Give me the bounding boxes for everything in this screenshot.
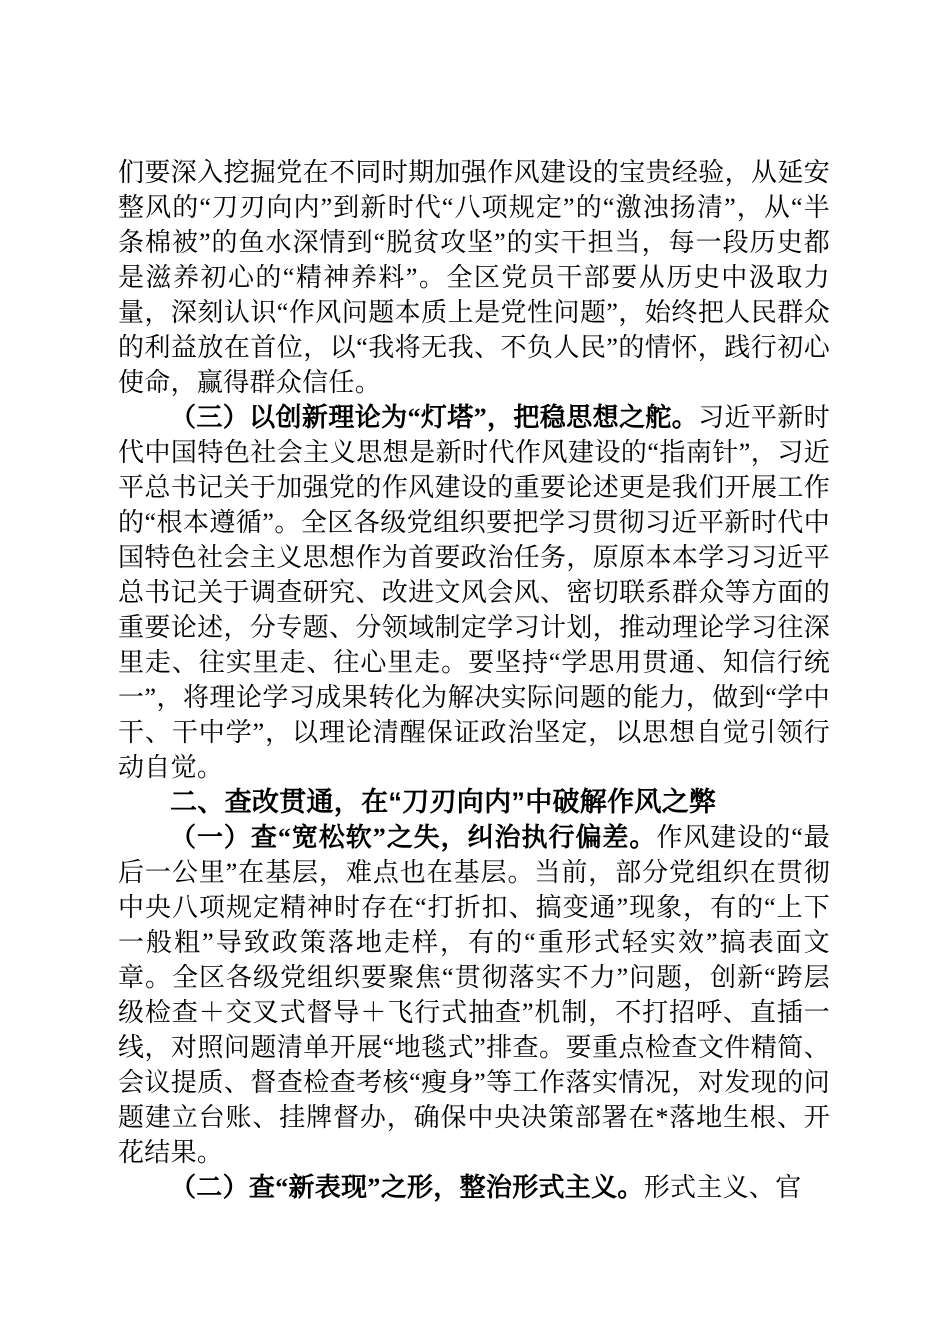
paragraph-item-two-lead: （二）查“新表现”之形，整治形式主义。 [170, 1173, 644, 1202]
paragraph-item-one-text: 作风建设的“最后一公里”在基层，难点也在基层。当前，部分党组织在贯彻中央八项规定精神时存在“打折扣、搞变通”现象，有的“上下一般粗”导致政策落地走样，有的“重形式轻实效”搞表面文章。全区各级党组织要聚焦“贯彻落实不力”问题，创新“跨层级检查＋交叉式督导＋飞行式抽查”机制，不打招呼、直插一线，对照问题清单开展“地毯式”排查。要重点检查文件精简、会议提质、督查检查考核“瘦身”等工作落实情况，对发现的问题建立台账、挂牌督办，确保中央决策部署在*落地生根、开花结果。 [118, 823, 830, 1167]
paragraph-item-two [118, 1170, 830, 1205]
paragraph-continuation [118, 155, 830, 400]
paragraph-continuation-text: 们要深入挖掘党在不同时期加强作风建设的宝贵经验，从延安整风的“刀刃向内”到新时代“八项规定”的“激浊扬清”，从“半条棉被”的鱼水深情到“脱贫攻坚”的实干担当，每一段历史都是滋养初心的“精神养料”。全区党员干部要从历史中汲取力量，深刻认识“作风问题本质上是党性问题”，始终把人民群众的利益放在首位，以“我将无我、不负人民”的情怀，践行初心使命，赢得群众信任。 [118, 158, 830, 397]
paragraph-item-three-lead: （三）以创新理论为“灯塔”，把稳思想之舵。 [170, 403, 699, 432]
paragraph-item-one-lead: （一）查“宽松软”之失，纠治执行偏差。 [170, 823, 657, 852]
paragraph-item-one [118, 820, 830, 1170]
paragraph-item-two-text: 形式主义、官 [643, 1173, 802, 1202]
section-heading-two: 二、查改贯通，在“刀刃向内”中破解作风之弊 [170, 787, 717, 817]
paragraph-item-three [118, 400, 830, 785]
paragraph-item-three-text: 习近平新时代中国特色社会主义思想是新时代作风建设的“指南针”，习近平总书记关于加强党的作风建设的重要论述更是我们开展工作的“根本遵循”。全区各级党组织要把学习贯彻习近平新时代中国特色社会主义思想作为首要政治任务，原原本本学习习近平总书记关于调查研究、改进文风会风、密切联系群众等方面的重要论述，分专题、分领域制定学习计划，推动理论学习往深里走、往实里走、往心里走。要坚持“学思用贯通、知信行统一”，将理论学习成果转化为解决实际问题的能力，做到“学中干、干中学”，以理论清醒保证政治坚定，以思想自觉引领行动自觉。 [118, 403, 830, 782]
document-text-block [118, 155, 830, 1205]
